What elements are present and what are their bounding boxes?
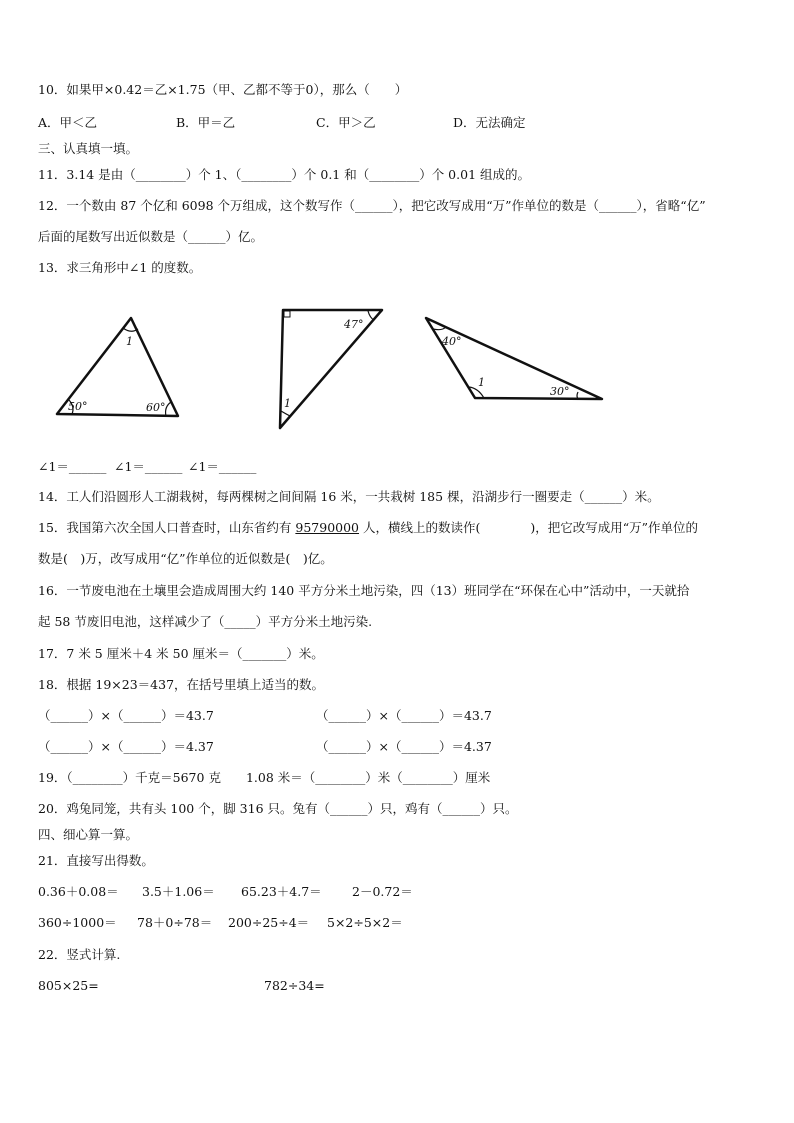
triangle-3-angle-top-label: 40° [442,335,462,348]
q21-item-2: 3.5＋1.06＝ [142,884,215,899]
q19: 19．（________）千克＝5670 克 1.08 米＝（________）米（________）厘米 [38,770,491,785]
q21-stem: 21．直接写出得数。 [38,853,154,868]
q15-line1 [38,520,698,536]
q10-option-a: A．甲＜乙 [38,115,98,130]
q13-answer-2: ∠1＝______ [114,459,183,474]
q20: 20．鸡兔同笼，共有头 100 个，脚 316 只。兔有（______）只，鸡有（______）只。 [38,801,518,816]
q18-item-4: （______）×（______）＝4.37 [316,739,492,754]
section-4-heading: 四、细心算一算。 [38,827,139,842]
q18-item-3: （______）×（______）＝4.37 [38,739,214,754]
q21-item-5: 360÷1000＝ [38,915,117,930]
triangle-1-angle-left-label: 50° [68,400,88,413]
q21-item-8: 5×2÷5×2＝ [327,915,403,930]
q21-item-3: 65.23＋4.7＝ [241,884,322,899]
q13-stem: 13．求三角形中∠1 的度数。 [38,260,202,275]
q10-option-c: C．甲＞乙 [316,115,376,130]
q12-line1: 12．一个数由 87 个亿和 6098 个万组成，这个数写作（______），把它改写成用“万”作单位的数是（______），省略“亿” [38,198,706,213]
q22-item-1: 805×25= [38,978,99,993]
q17: 17．7 米 5 厘米＋4 米 50 厘米＝（_______）米。 [38,646,324,661]
q12-line2: 后面的尾数写出近似数是（______）亿。 [38,229,264,244]
triangle-1-angle-top-label: 1 [126,335,133,348]
q22-stem: 22．竖式计算. [38,947,121,962]
q18-item-1: （______）×（______）＝43.7 [38,708,214,723]
triangle-3-figure [420,314,610,404]
triangle-1-figure [50,312,185,422]
q15-underlined-number: 95790000 [295,520,360,535]
triangle-3-angle-inner-label: 1 [478,376,485,389]
section-3-heading: 三、认真填一填。 [38,141,139,156]
q21-item-6: 78＋0÷78＝ [137,915,213,930]
q10-option-b: B．甲＝乙 [176,115,236,130]
q22-item-2: 782÷34= [264,978,325,993]
q10-option-d: D．无法确定 [453,115,526,130]
q10-stem: 10．如果甲×0.42＝乙×1.75（甲、乙都不等于0），那么（ ） [38,82,408,97]
q15-line2: 数是( )万，改写成用“亿”作单位的近似数是( )亿。 [38,551,333,566]
triangle-2-angle-bottom-label: 1 [284,397,291,410]
triangle-3-angle-right-label: 30° [550,385,570,398]
triangle-2-figure [270,306,390,434]
q21-item-1: 0.36＋0.08＝ [38,884,119,899]
q16-line2: 起 58 节废旧电池，这样减少了（_____）平方分米土地污染. [38,614,373,629]
q15-line1-suffix: 人，横线上的数读作( )，把它改写成用“万”作单位的 [359,520,699,535]
triangle-2-angle-top-label: 47° [344,318,364,331]
q11: 11．3.14 是由（________）个 1、（________）个 0.1 和（________）个 0.01 组成的。 [38,167,530,182]
triangle-1-angle-right-label: 60° [146,401,166,414]
q18-item-2: （______）×（______）＝43.7 [316,708,492,723]
q15-line1-prefix: 15．我国第六次全国人口普查时，山东省约有 [38,520,296,535]
q21-item-7: 200÷25÷4＝ [228,915,310,930]
q14: 14．工人们沿圆形人工湖栽树，每两棵树之间间隔 16 米，一共栽树 185 棵，沿湖步行一圈要走（______）米。 [38,489,660,504]
q21-item-4: 2－0.72＝ [352,884,413,899]
q16-line1: 16．一节废电池在土壤里会造成周围大约 140 平方分米土地污染，四（13）班同学在“环保在心中”活动中，一天就拾 [38,583,690,598]
q13-answer-1: ∠1＝______ [38,459,107,474]
q13-answer-3: ∠1＝______ [188,459,257,474]
q18-stem: 18．根据 19×23＝437，在括号里填上适当的数。 [38,677,325,692]
